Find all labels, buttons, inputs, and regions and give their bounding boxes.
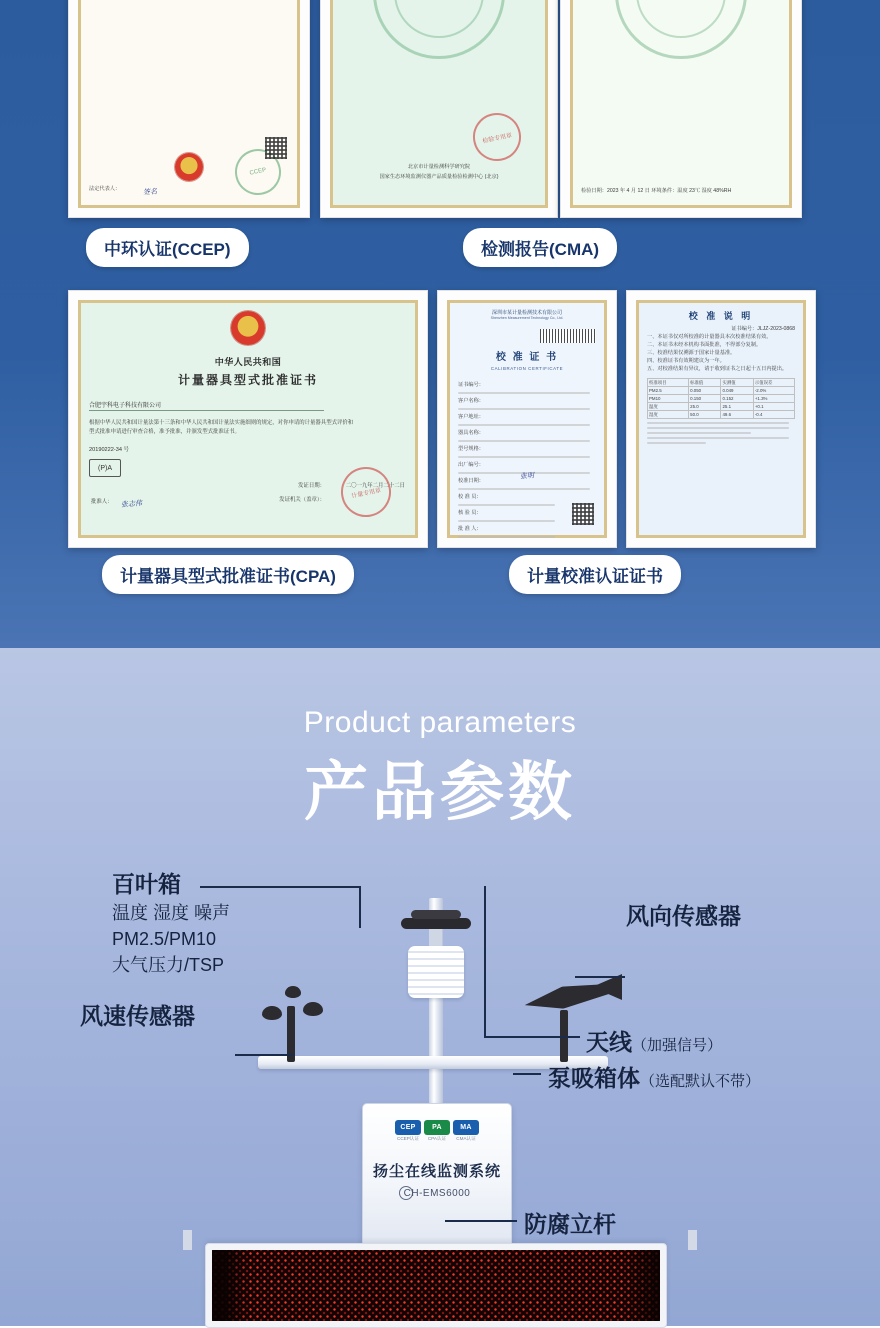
cpa-title-2: 计量器具型式批准证书 bbox=[177, 373, 318, 387]
divider bbox=[458, 456, 590, 458]
table-row bbox=[648, 411, 795, 419]
cpa-cert-no: 20190222-34 号 bbox=[89, 447, 130, 453]
cal1-field: 型号规格： bbox=[458, 446, 484, 452]
certificate-row-bottom bbox=[68, 290, 816, 548]
cpa-seal: 计量专用章 bbox=[336, 462, 395, 521]
certification-badges bbox=[363, 1120, 511, 1135]
cma2-watermark-mark bbox=[636, 0, 726, 38]
leader-line-pump-box bbox=[513, 1073, 541, 1075]
td: PM2.5 bbox=[648, 387, 689, 395]
certificates-section bbox=[0, 0, 880, 648]
th: 实测值 bbox=[721, 379, 753, 387]
certificate-ccep-inner bbox=[78, 0, 300, 208]
certificate-cma-inner bbox=[330, 0, 548, 208]
certificate-ccep-content bbox=[81, 0, 297, 205]
certificate-cma-report-inner bbox=[570, 0, 792, 208]
screen-box-item: PM2.5/PM10 bbox=[112, 929, 217, 949]
screen-box-item: 大气压力/TSP bbox=[112, 955, 225, 975]
leader-line-screen-box bbox=[200, 886, 360, 888]
leader-line-pole bbox=[445, 1220, 517, 1222]
label-wind-direction-text: 风向传感器 bbox=[626, 903, 741, 929]
certificate-cma-content bbox=[333, 0, 545, 205]
section-heading-en: Product parameters bbox=[303, 706, 577, 739]
ccep-seal: CCEP bbox=[231, 145, 286, 200]
radiation-shield bbox=[408, 946, 464, 998]
cma2-footer: 检验日期：2023 年 4 月 12 日 环境条件：温度 23℃ 湿度 48%RH bbox=[581, 188, 732, 194]
cpa-body: 根据中华人民共和国计量法第十三条和中华人民共和国计量法实施细则的规定，对你申请的计量器具型式评价和型式批准申请进行审查合格，准予批准，并颁发型式批准证书。 bbox=[89, 420, 354, 435]
badge-cpa-icon: PA bbox=[424, 1120, 450, 1135]
cal1-field: 校 准 员： bbox=[458, 494, 482, 500]
td: 湿度 bbox=[648, 411, 689, 419]
shield-cap-top bbox=[411, 910, 461, 919]
cal1-field: 校准日期： bbox=[458, 478, 484, 484]
leader-line-antenna-vert bbox=[484, 886, 486, 1036]
barcode-icon bbox=[540, 329, 596, 343]
cal2-paragraph: 二、本证书未经本机构书面批准，不得部分复制。 bbox=[647, 342, 762, 348]
certificate-cpa-content bbox=[81, 303, 415, 535]
cal1-title: 校 准 证 书 bbox=[495, 352, 559, 363]
label-wind-direction bbox=[626, 898, 741, 931]
controller-title: 扬尘在线监测系统 bbox=[372, 1163, 501, 1180]
certificate-cma-report[interactable] bbox=[560, 0, 802, 218]
section-heading-cn: 产品参数 bbox=[304, 756, 576, 828]
led-display bbox=[205, 1243, 667, 1328]
badge-sub-cma: CMA认证 bbox=[456, 1136, 476, 1141]
cal1-field: 出厂编号： bbox=[458, 462, 484, 468]
divider bbox=[647, 437, 789, 439]
divider bbox=[458, 504, 555, 506]
cal1-field: 核 验 员： bbox=[458, 510, 482, 516]
td: -0.4 bbox=[753, 411, 794, 419]
td: 0.050 bbox=[689, 387, 721, 395]
divider bbox=[458, 536, 555, 538]
cal1-field: 器具名称： bbox=[458, 430, 484, 436]
cal1-field: 客户地址： bbox=[458, 414, 484, 420]
controller-box[interactable] bbox=[362, 1103, 512, 1255]
cpa-mark: (P)A bbox=[89, 459, 121, 477]
leader-line-screen-box-vert bbox=[359, 886, 361, 928]
cal1-signature: 张明 bbox=[519, 472, 535, 481]
certificate-calibration-2-inner bbox=[636, 300, 806, 538]
cal1-field: 证书编号： bbox=[458, 382, 484, 388]
td: 49.6 bbox=[721, 411, 753, 419]
td: 25.0 bbox=[689, 403, 721, 411]
certificate-calibration-1[interactable] bbox=[437, 290, 617, 548]
caption-ccep: 中环认证(CCEP) bbox=[86, 228, 249, 267]
td: +1.3% bbox=[753, 395, 794, 403]
td: 50.0 bbox=[689, 411, 721, 419]
table-row bbox=[648, 403, 795, 411]
certificate-calibration-1-content bbox=[450, 303, 604, 535]
cal1-company-en: Shenzhen Measurement Technology Co., Ltd. bbox=[490, 316, 564, 320]
label-screen-box-text: 百叶箱 bbox=[112, 871, 181, 897]
label-screen-box bbox=[112, 866, 181, 899]
anemometer-cup bbox=[303, 1002, 323, 1016]
label-pump-box bbox=[548, 1060, 760, 1093]
cpa-signer-label: 批准人： bbox=[91, 499, 113, 505]
led-screen bbox=[212, 1250, 660, 1321]
cpa-company: 合肥宇科电子科技有限公司 bbox=[89, 400, 324, 411]
cma-org: 北京市计量检测科学研究院 bbox=[407, 164, 471, 170]
td: 0.049 bbox=[721, 387, 753, 395]
label-antenna-note: （加强信号） bbox=[632, 1037, 723, 1054]
cpa-issuer-label: 发证机关（盖章）： bbox=[279, 497, 325, 503]
certificate-row-top bbox=[68, 0, 802, 218]
divider bbox=[647, 432, 751, 434]
divider bbox=[647, 422, 789, 424]
cal1-field: 客户名称： bbox=[458, 398, 484, 404]
divider bbox=[458, 424, 590, 426]
caption-calibration: 计量校准认证证书 bbox=[509, 555, 681, 594]
divider bbox=[458, 520, 555, 522]
table-row bbox=[648, 387, 795, 395]
certificate-calibration-2[interactable] bbox=[626, 290, 816, 548]
badge-ccep-icon: CEP bbox=[395, 1120, 421, 1135]
th: 示值误差 bbox=[753, 379, 794, 387]
table-row bbox=[648, 395, 795, 403]
led-screen-mask bbox=[212, 1250, 660, 1321]
certificate-calibration-1-inner bbox=[447, 300, 607, 538]
certificate-cma-report-content bbox=[573, 0, 789, 205]
ccep-signature: 签名 bbox=[142, 188, 158, 197]
cal2-paragraph: 五、对校准结果有异议，请于收到证书之日起十五日内提出。 bbox=[647, 366, 788, 372]
cal1-field: 批 准 人： bbox=[458, 526, 482, 532]
cma-watermark bbox=[373, 0, 505, 59]
divider bbox=[458, 488, 590, 490]
cal2-paragraph: 三、校准结果仅溯源于国家计量基准。 bbox=[647, 350, 736, 356]
label-wind-speed-text: 风速传感器 bbox=[80, 1003, 195, 1029]
table-header-row bbox=[648, 379, 795, 387]
anemometer-cup bbox=[262, 1006, 282, 1020]
label-antenna bbox=[586, 1024, 722, 1057]
divider bbox=[458, 440, 590, 442]
label-pump-box-text: 泵吸箱体 bbox=[548, 1065, 640, 1091]
cpa-date-value: 二〇一九年二月二十二日 bbox=[345, 483, 405, 489]
leader-line-wind-direction bbox=[575, 976, 625, 978]
cal2-title: 校 准 说 明 bbox=[688, 311, 754, 321]
cal2-paragraph: 四、校准证书有效期建议为一年。 bbox=[647, 358, 725, 364]
certificate-cma[interactable] bbox=[320, 0, 558, 218]
label-screen-box-items bbox=[112, 900, 230, 978]
label-pole-text: 防腐立杆 bbox=[524, 1211, 616, 1237]
leader-line-wind-speed bbox=[235, 1054, 293, 1056]
cma-watermark-mark bbox=[394, 0, 484, 38]
leader-line-antenna bbox=[484, 1036, 580, 1038]
qr-code-icon bbox=[265, 137, 287, 159]
anemometer-cup bbox=[285, 986, 301, 998]
cal1-title-en: CALIBRATION CERTIFICATE bbox=[490, 366, 564, 371]
th: 校准项目 bbox=[648, 379, 689, 387]
cal2-table bbox=[647, 378, 795, 419]
cal2-doc-no: 证书编号：JLJZ-2023-0868 bbox=[731, 326, 795, 332]
cpa-date-label: 发证日期： bbox=[298, 483, 325, 489]
controller-model: CH-EMS6000 bbox=[403, 1188, 471, 1199]
led-stand-left bbox=[183, 1230, 192, 1250]
td: +0.1 bbox=[753, 403, 794, 411]
cal2-paragraph: 一、本证书仅对所校准的计量器具本次校准结果有效。 bbox=[647, 334, 772, 340]
badge-sub-cpa: CPA认证 bbox=[427, 1136, 447, 1141]
badge-sub-ccep: CCEP认证 bbox=[397, 1136, 419, 1141]
caption-cma: 检测报告(CMA) bbox=[463, 228, 617, 267]
th: 标准值 bbox=[689, 379, 721, 387]
caption-cpa: 计量器具型式批准证书(CPA) bbox=[102, 555, 354, 594]
certificate-cpa[interactable] bbox=[68, 290, 428, 548]
screen-box-item: 温度 湿度 噪声 bbox=[112, 903, 231, 923]
certificate-calibration-2-content bbox=[639, 303, 803, 535]
divider bbox=[647, 427, 789, 429]
national-emblem-icon bbox=[175, 153, 203, 181]
cma-org-2: 国家生态环境监测仪器产品质量检验检测中心 (北京) bbox=[379, 174, 499, 180]
national-emblem-icon bbox=[231, 311, 265, 345]
cpa-signature: 张志伟 bbox=[120, 500, 143, 509]
td: 温度 bbox=[648, 403, 689, 411]
shield-cap bbox=[401, 918, 471, 929]
td: 0.152 bbox=[721, 395, 753, 403]
td: 0.150 bbox=[689, 395, 721, 403]
divider bbox=[458, 392, 590, 394]
td: PM10 bbox=[648, 395, 689, 403]
device-diagram bbox=[0, 858, 880, 1326]
cma-seal: 检验专用章 bbox=[469, 109, 526, 166]
certification-badge-subs bbox=[363, 1136, 511, 1142]
divider bbox=[458, 408, 590, 410]
td: 25.1 bbox=[721, 403, 753, 411]
label-pump-box-note: （选配默认不带） bbox=[640, 1073, 761, 1090]
product-parameters-section bbox=[0, 648, 880, 1326]
certificate-ccep[interactable] bbox=[68, 0, 310, 218]
cma2-watermark bbox=[615, 0, 747, 59]
led-stand-right bbox=[688, 1230, 697, 1250]
label-wind-speed bbox=[80, 998, 195, 1031]
ccep-line: 法定代表人： bbox=[89, 186, 121, 192]
certificate-cpa-inner bbox=[78, 300, 418, 538]
qr-code-icon bbox=[572, 503, 594, 525]
badge-cma-icon: MA bbox=[453, 1120, 479, 1135]
label-pole bbox=[524, 1206, 616, 1239]
divider bbox=[647, 442, 706, 444]
cpa-title: 中华人民共和国 bbox=[214, 357, 282, 367]
label-antenna-text: 天线 bbox=[586, 1029, 632, 1055]
td: -2.0% bbox=[753, 387, 794, 395]
cal1-company: 深圳市某计量检测技术有限公司 bbox=[491, 310, 562, 316]
